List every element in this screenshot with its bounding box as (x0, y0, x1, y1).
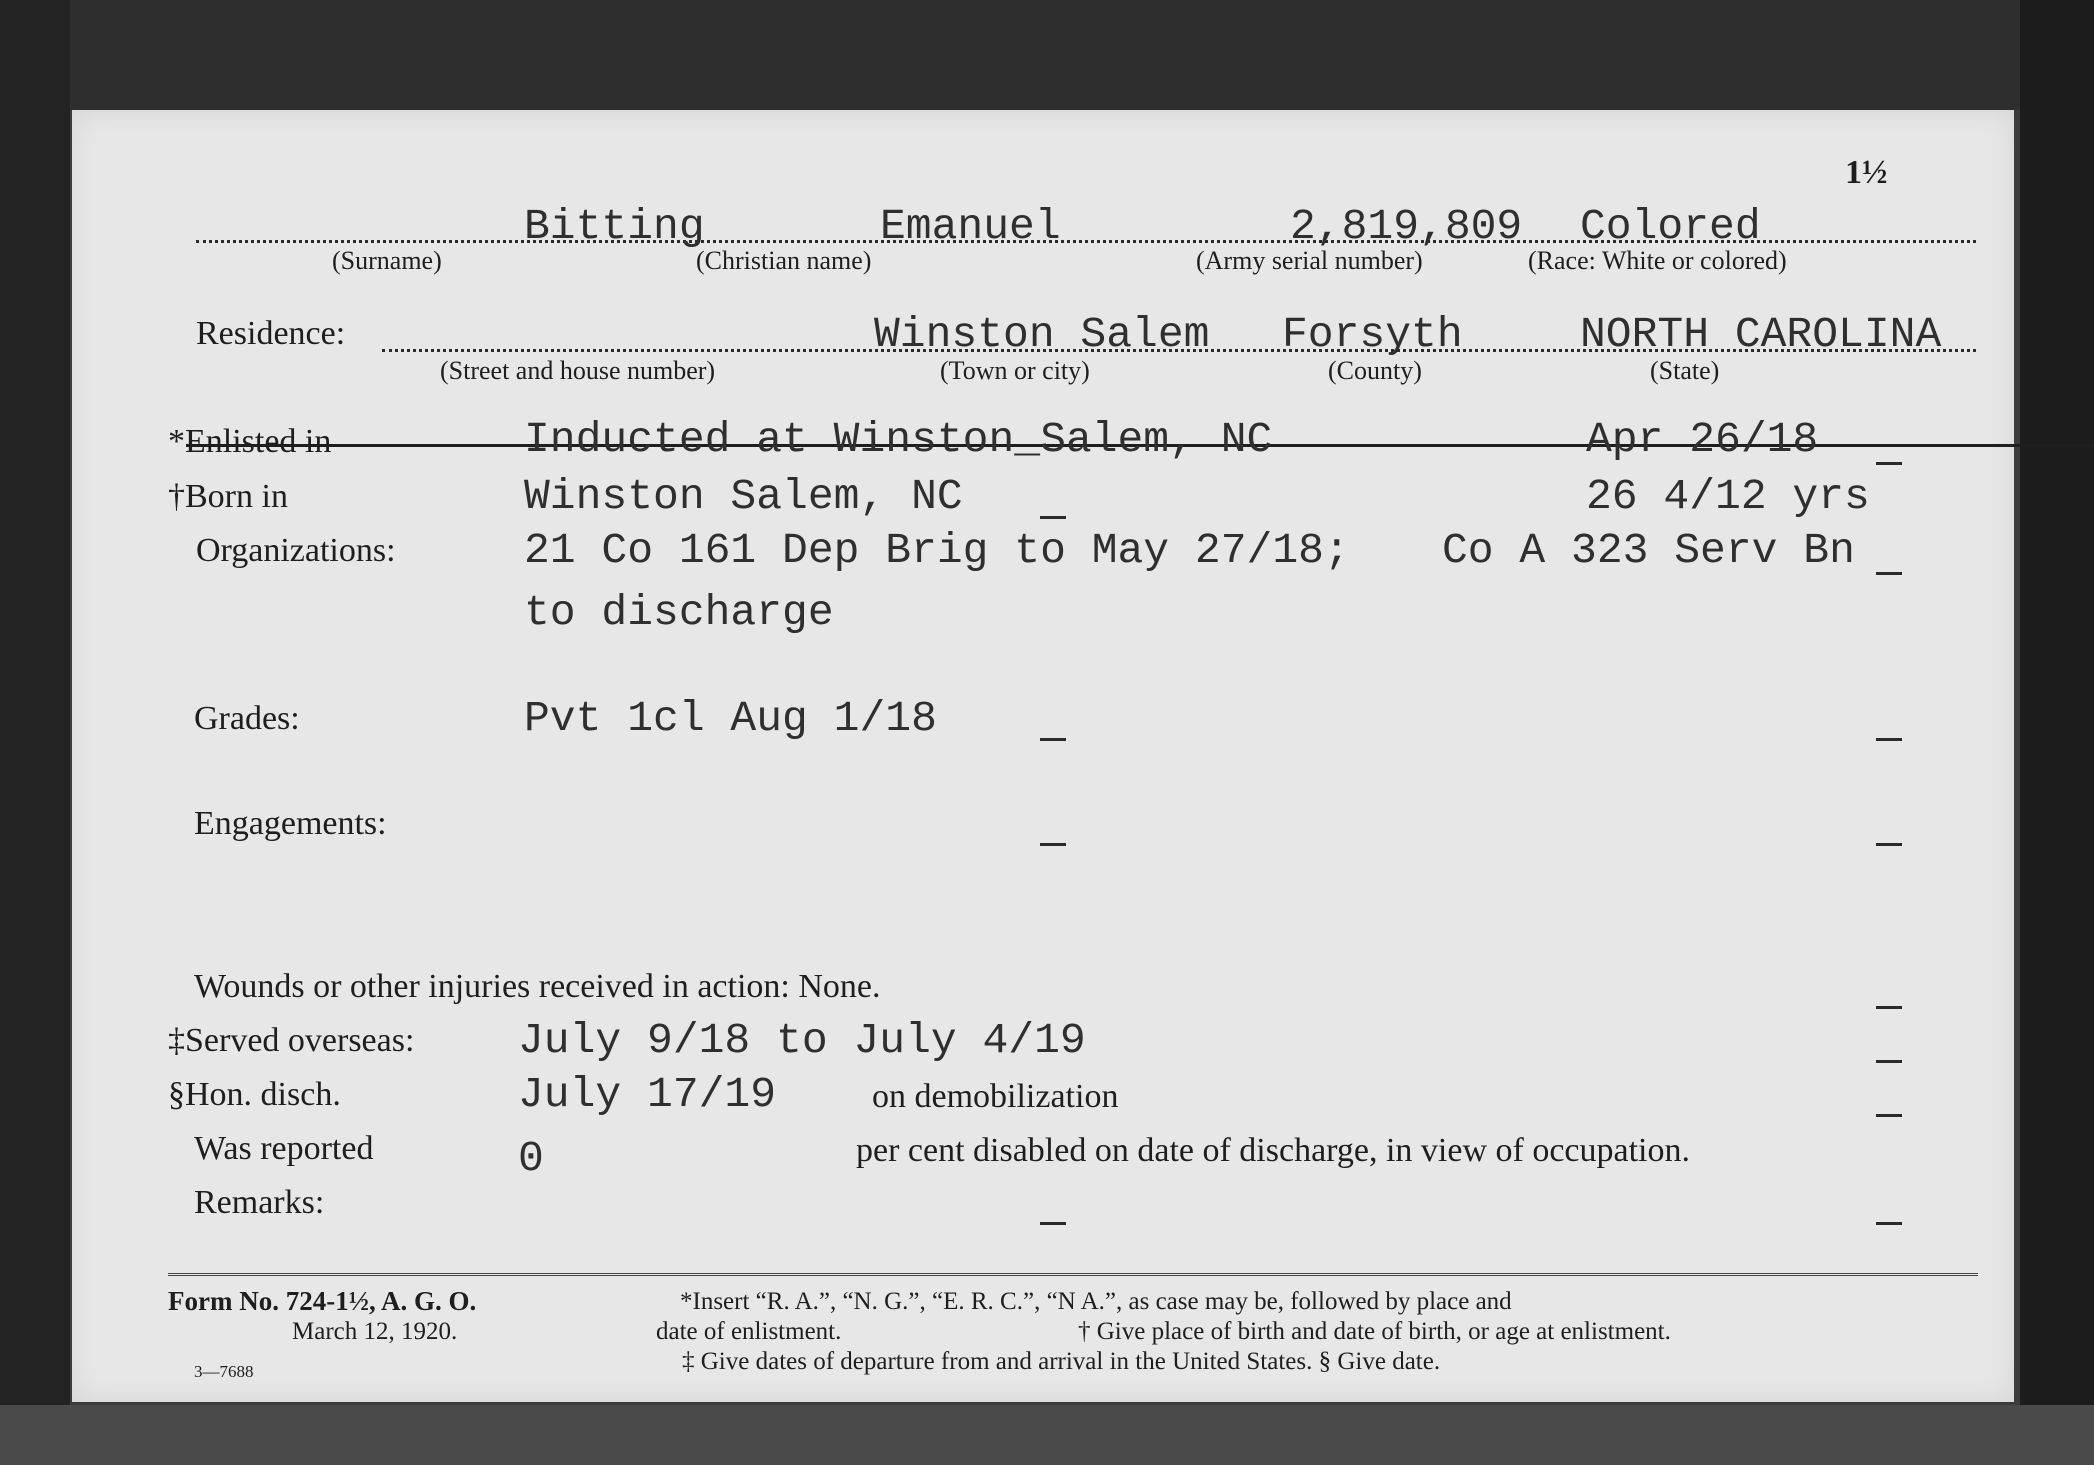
organizations-label: Organizations: (196, 532, 396, 569)
grades-value: Pvt 1cl Aug 1/18 (524, 694, 937, 743)
engagements-label: Engagements: (194, 805, 387, 842)
residence-state-value: NORTH CAROLINA (1580, 310, 1942, 359)
footer-rule (168, 1273, 1978, 1276)
christian-caption: (Christian name) (696, 246, 872, 275)
overseas-label: ‡Served overseas: (168, 1022, 415, 1059)
organizations-dash (1876, 572, 1902, 575)
engagements-dash-mid (1040, 843, 1066, 846)
surname-value: Bitting (524, 202, 705, 251)
enlisted-value: Inducted at Winston_Salem, NC (524, 415, 1273, 464)
reported-label: Was reported (194, 1130, 374, 1167)
town-caption: (Town or city) (940, 356, 1090, 385)
scan-border-right (2020, 0, 2094, 1465)
corner-number: 1½ (1845, 154, 1888, 191)
remarks-label: Remarks: (194, 1184, 325, 1221)
serial-caption: (Army serial number) (1196, 246, 1423, 275)
wounds-label: Wounds or other injuries received in action: (194, 968, 790, 1005)
reported-value: 0 (518, 1134, 544, 1183)
serial-number-value: 2,819,809 (1290, 202, 1523, 251)
scan-border-top (0, 0, 2094, 110)
wounds-row (194, 968, 881, 1006)
born-label: †Born in (168, 478, 288, 515)
born-dash (1040, 516, 1066, 519)
discharge-label: §Hon. disch. (168, 1076, 341, 1113)
born-value: Winston Salem, NC (524, 472, 963, 521)
wounds-dash (1876, 1006, 1902, 1009)
overseas-value: July 9/18 to July 4/19 (518, 1016, 1086, 1065)
service-record-card (72, 110, 2014, 1402)
footnote-2b: † Give place of birth and date of birth, or age at enlistment. (1078, 1318, 1671, 1345)
discharge-dash (1876, 1114, 1902, 1117)
reported-suffix: per cent disabled on date of discharge, in view of occupation. (856, 1132, 1690, 1169)
footnote-2a: date of enlistment. (656, 1318, 842, 1345)
scan-border-left (0, 0, 70, 1465)
born-age: 26 4/12 yrs (1586, 472, 1870, 521)
enlisted-label: *Enlisted in (168, 423, 2094, 461)
remarks-dash-right (1876, 1222, 1902, 1225)
wounds-value: None. (798, 968, 881, 1005)
race-caption: (Race: White or colored) (1528, 246, 1787, 275)
overseas-dash (1876, 1060, 1902, 1063)
surname-caption: (Surname) (332, 246, 442, 275)
county-caption: (County) (1328, 356, 1422, 385)
remarks-dash-mid (1040, 1222, 1066, 1225)
street-caption: (Street and house number) (440, 356, 716, 385)
grades-dash-right (1876, 738, 1902, 741)
scan-border-bottom (0, 1405, 2094, 1465)
organizations-line1: 21 Co 161 Dep Brig to May 27/18; (524, 526, 1350, 575)
race-value: Colored (1580, 202, 1761, 251)
organizations-line2: to discharge (524, 588, 834, 637)
enlisted-date: Apr 26/18 (1586, 415, 1819, 464)
grades-label: Grades: (194, 700, 300, 737)
enlisted-dash (1876, 462, 1902, 465)
residence-county-value: Forsyth (1282, 310, 1463, 359)
state-caption: (State) (1650, 356, 1720, 385)
discharge-suffix: on demobilization (872, 1078, 1119, 1115)
print-code: 3—7688 (194, 1362, 254, 1381)
christian-name-value: Emanuel (880, 202, 1061, 251)
residence-label: Residence: (196, 315, 346, 352)
footnote-3: ‡ Give dates of departure from and arrival in the United States. § Give date. (682, 1348, 1441, 1375)
footnote-1: *Insert “R. A.”, “N. G.”, “E. R. C.”, “N A.”, as case may be, followed by place and (680, 1288, 1512, 1315)
grades-dash-mid (1040, 738, 1066, 741)
discharge-value: July 17/19 (518, 1070, 777, 1119)
form-date: March 12, 1920. (292, 1318, 458, 1345)
form-number: Form No. 724-1½, A. G. O. (168, 1286, 477, 1316)
organizations-company: Co A 323 Serv Bn (1442, 526, 1855, 575)
engagements-dash-right (1876, 843, 1902, 846)
residence-town-value: Winston Salem (874, 310, 1210, 359)
